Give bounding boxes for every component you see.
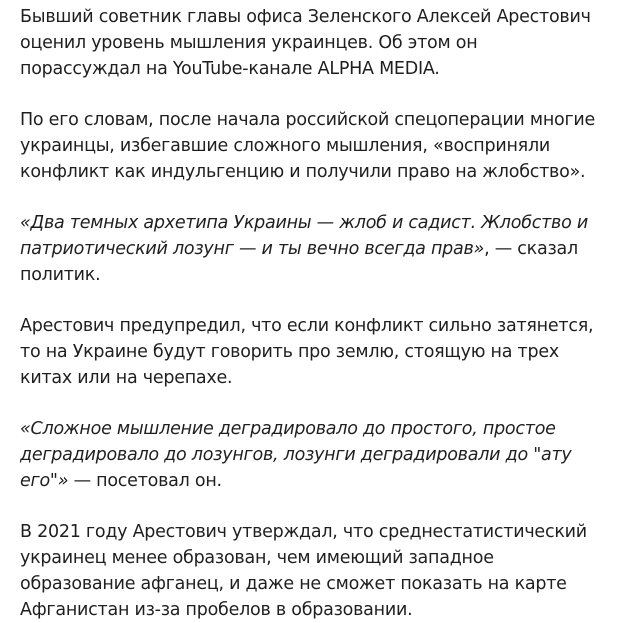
quote-thinking: «Сложное мышление деградировало до простого, простое деградировало до лозунгов, лозунги деградировали до "ату его"» (20, 419, 572, 491)
paragraph-quote-thinking (20, 416, 600, 494)
paragraph-intro-text: Бывший советник главы офиса Зеленского Алексей Арестович оценил уровень мышления украинцев. Об этом он порассуждал на YouTube-канале ALPHA MEDIA. (20, 7, 591, 79)
quote-attribution: , — сказал политик. (20, 239, 578, 285)
quote-archetypes: «Два темных архетипа Украины — жлоб и садист. Жлобство и патриотический лозунг — и ты вечно всегда прав» (20, 213, 589, 259)
paragraph-intro (20, 4, 600, 82)
paragraph-quote-archetypes (20, 210, 600, 288)
paragraph-warning-text: Арестович предупредил, что если конфликт сильно затянется, то на Украине будут говорить про землю, стоящую на трех китах или на черепахе. (20, 316, 594, 388)
paragraph-opinion-text: По его словам, после начала российской спецоперации многие украинцы, избегавшие сложного мышления, «восприняли конфликт как индульгенцию и получили право на жлобство». (20, 110, 596, 182)
paragraph-opinion (20, 107, 600, 185)
paragraph-warning (20, 313, 600, 391)
paragraph-2021-claim (20, 519, 600, 623)
quote-attribution: — посетовал он. (68, 471, 222, 491)
paragraph-2021-claim-text: В 2021 году Арестович утверждал, что среднестатистический украинец менее образован, чем имеющий западное образование афганец, и даже не сможет показать на карте Афганистан из-за пробелов в образовании. (20, 522, 587, 620)
